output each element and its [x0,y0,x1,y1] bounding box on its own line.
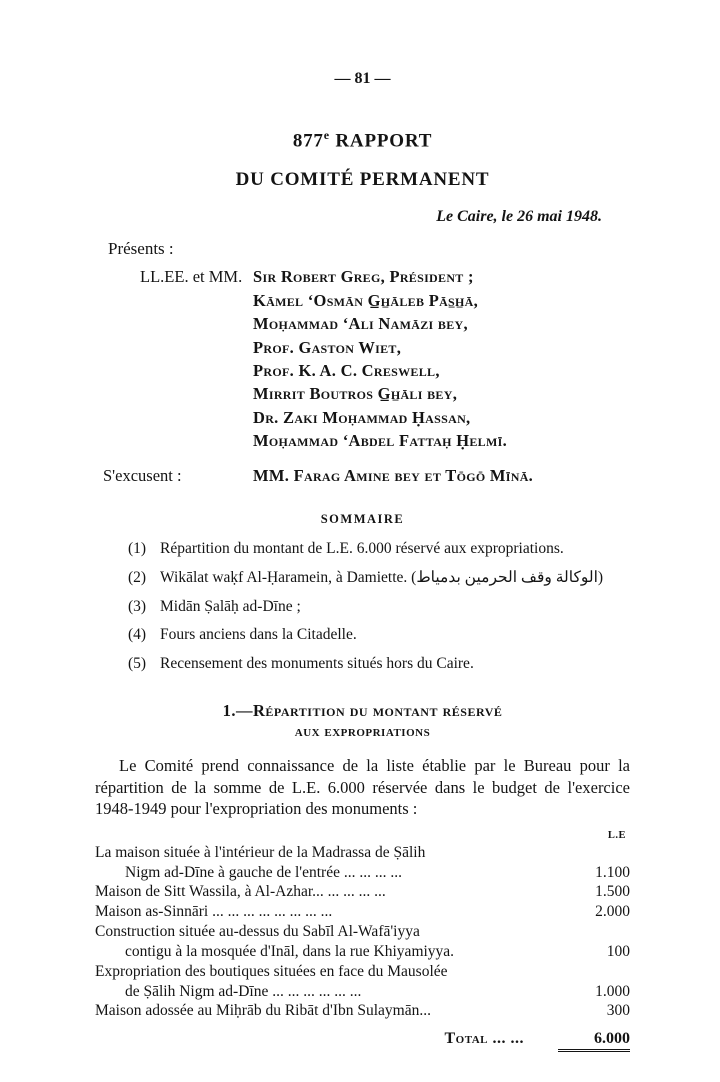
row-amount: 1.100 [595,863,630,881]
document-page [95,0,630,1052]
item-number: (1) [128,539,147,557]
table-row [95,843,630,883]
item-number: (3) [128,597,147,615]
attendee-name: Prof. Gaston Wiet, [253,337,402,357]
attendees-list [253,265,630,452]
row-text-line: Expropriation des boutiques situées en face du Mausolée [95,962,448,980]
item-number: (5) [128,655,147,673]
row-text-line: Maison de Sitt Wassila, à Al-Azhar... ... ... ... ... [95,883,386,901]
row-text-line: Maison adossée au Miḥrāb du Ribāt d'Ibn Sulaymān... [95,1002,431,1020]
item-text: Répartition du montant de L.E. 6.000 réservé aux expropriations. [160,539,564,557]
row-amount: 1.000 [595,982,630,1000]
row-text [95,1001,564,1021]
excuses-block [95,466,630,486]
row-text [95,882,564,902]
dateline: Le Caire, le 26 mai 1948. [436,208,602,226]
sommaire-item [95,654,630,675]
attendee-name: Dr. Zaki Moḥammad Ḥassan, [253,407,471,427]
section-heading [95,699,630,743]
report-title-number: 877 [292,130,324,152]
item-text: Midān Ṣalāḥ ad-Dīne ; [160,597,301,615]
sommaire-list [95,539,630,676]
item-text: Wikālat waḳf Al-Ḥaramein, à Damiette. (الوكالة وقف الحرمين بدمياط) [160,568,604,586]
table-row [95,882,630,902]
report-subtitle: DU COMITÉ PERMANENT [235,169,490,191]
table-row [95,902,630,922]
row-amount: 100 [606,942,630,960]
excuses-label: S'excusent : [103,465,182,485]
page-number: — 81 — [334,70,391,87]
attendee-name: Moḥammad ʻAli Namāzi bey, [253,314,468,334]
presents-label: Présents : [108,239,174,259]
report-title-text: RAPPORT [329,130,433,152]
row-text [95,843,564,883]
attendee-name: Sir Robert Greg, Président ; [253,267,474,287]
amount-column-header: L.E [607,829,626,841]
item-text: Fours anciens dans la Citadelle. [160,626,357,644]
attendees-block [95,265,630,452]
item-number: (4) [128,626,147,644]
item-number: (2) [128,568,147,586]
row-text-line: contigu à la mosquée d'Ināl, dans la rue Khiyamiyya. [125,942,455,960]
total-label: Total ... ... [444,1030,524,1048]
row-amount: 300 [606,1002,630,1020]
excuses-names: MM. Farag Amine bey et Tōgō Mīnā. [253,465,534,485]
section-heading-line2: aux expropriations [294,724,431,741]
attendees-prefix: LL.EE. et MM. [140,267,243,287]
sommaire-item [95,568,630,589]
row-amount: 1.500 [595,883,630,901]
sommaire-item [95,539,630,560]
attendee-name: Prof. K. A. C. Creswell, [253,361,440,381]
row-text [95,922,564,962]
row-text-line: Nigm ad-Dīne à gauche de l'entrée ... ... ... ... [125,863,402,881]
table-row [95,962,630,1002]
row-text [95,902,564,922]
total-row [95,1030,630,1052]
row-text-line: Maison as-Sinnāri ... ... ... ... ... ... ... ... [95,903,333,921]
row-text-line: de Ṣālih Nigm ad-Dīne ... ... ... ... ... ... [125,982,362,1000]
sommaire-heading: SOMMAIRE [320,511,405,526]
table-row [95,922,630,962]
report-title-ordinal: e [323,128,330,142]
report-title [95,128,630,152]
attendee-name: Mirrit Boutros G̲h̲āli bey, [253,384,458,404]
body-paragraph: Le Comité prend connaissance de la liste établie par le Bureau pour la répartition de la somme de L.E. 6.000 réservée dans le budget de l'exercice 1948-1949 pour l'expropriation des monuments : [95,756,630,819]
sommaire-item [95,597,630,618]
row-text [95,962,564,1002]
total-amount: 6.000 [558,1030,630,1052]
sommaire-item [95,625,630,646]
item-text: Recensement des monuments situés hors du Caire. [160,655,474,673]
table-row [95,1001,630,1021]
section-heading-line1: 1.—Répartition du montant réservé [222,701,503,721]
expropriation-table [95,843,630,1052]
attendee-name: Kāmel ʻOsmān G̲h̲āleb Pās̲h̲ā, [253,290,479,310]
row-text-line: Construction située au-dessus du Sabīl Al-Wafā'iyya [95,923,420,941]
row-text-line: La maison située à l'intérieur de la Madrassa de Ṣālih [95,843,426,861]
attendee-name: Moḥammad ʻAbdel Fattaḥ Ḥelmī. [253,431,507,451]
row-amount: 2.000 [595,903,630,921]
